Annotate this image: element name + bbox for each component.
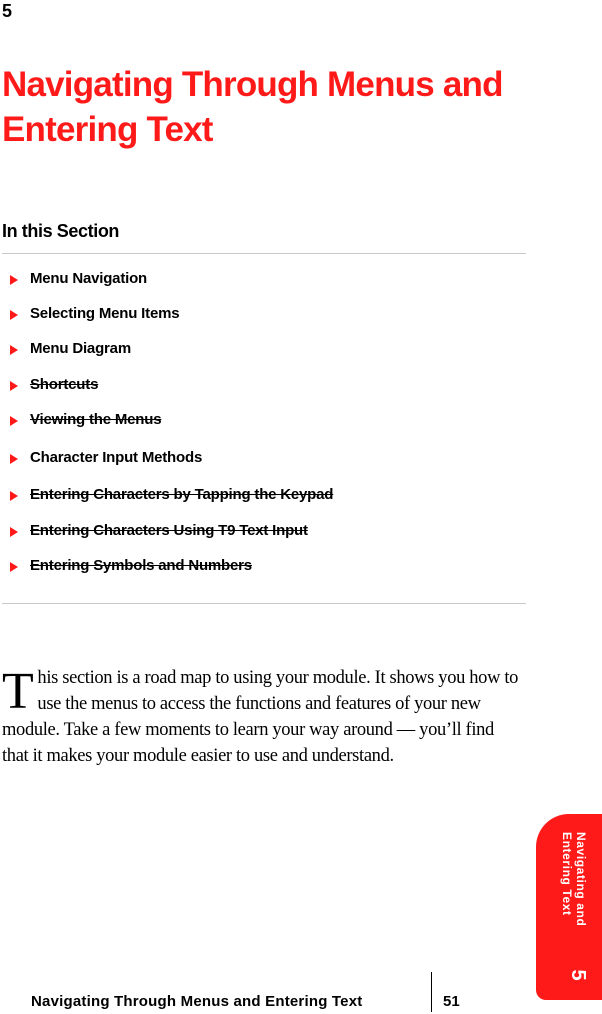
bullet-arrow-icon bbox=[10, 527, 18, 537]
toc-item-selecting-menu-items[interactable] bbox=[10, 304, 179, 324]
side-tab-label-line-2: Entering Text bbox=[560, 832, 574, 916]
toc-item-shortcuts[interactable] bbox=[10, 375, 98, 395]
toc-item-label: Entering Symbols and Numbers bbox=[30, 557, 252, 574]
toc-item-entering-characters-keypad[interactable] bbox=[10, 485, 333, 505]
toc-item-entering-characters-t9[interactable] bbox=[10, 521, 308, 541]
page-title-line-2: Entering Text bbox=[2, 110, 213, 149]
section-top-divider bbox=[2, 253, 526, 254]
toc-item-menu-navigation[interactable] bbox=[10, 269, 147, 289]
chapter-number: 5 bbox=[2, 1, 13, 21]
toc-item-label: Character Input Methods bbox=[30, 449, 203, 466]
section-heading: In this Section bbox=[2, 221, 120, 241]
page-title-line-1: Navigating Through Menus and bbox=[2, 65, 503, 104]
toc-item-viewing-the-menus[interactable] bbox=[10, 410, 161, 430]
drop-cap: T bbox=[2, 663, 34, 720]
side-tab-chapter-number: 5 bbox=[567, 969, 589, 981]
intro-paragraph-text: his section is a road map to using your module. It shows you how to use the menus to access the functions and features of your new module. Take a few moments to learn your way around — you’ll find that it makes your module easier to use and understand. bbox=[2, 668, 519, 766]
toc-item-label: Entering Characters by Tapping the Keypad bbox=[30, 486, 334, 503]
footer-divider bbox=[431, 972, 432, 1012]
bullet-arrow-icon bbox=[10, 345, 18, 355]
bullet-arrow-icon bbox=[10, 562, 18, 572]
toc-item-entering-symbols-numbers[interactable] bbox=[10, 556, 252, 576]
bullet-arrow-icon bbox=[10, 275, 18, 285]
footer-chapter-title: Navigating Through Menus and Entering Text bbox=[31, 993, 363, 1010]
bullet-arrow-icon bbox=[10, 491, 18, 501]
toc-item-label: Entering Characters Using T9 Text Input bbox=[30, 522, 308, 539]
bullet-arrow-icon bbox=[10, 416, 18, 426]
toc-item-character-input-methods[interactable] bbox=[10, 448, 202, 468]
bullet-arrow-icon bbox=[10, 381, 18, 391]
toc-item-menu-diagram[interactable] bbox=[10, 339, 131, 359]
toc-item-label: Menu Diagram bbox=[30, 340, 131, 357]
toc-item-label: Shortcuts bbox=[30, 376, 99, 393]
side-tab-label-line-1: Navigating and bbox=[574, 832, 588, 927]
section-bottom-divider bbox=[2, 603, 526, 604]
side-tab-label bbox=[548, 832, 588, 942]
toc-item-label: Viewing the Menus bbox=[30, 411, 162, 428]
bullet-arrow-icon bbox=[10, 310, 18, 320]
bullet-arrow-icon bbox=[10, 454, 18, 464]
page-number: 51 bbox=[443, 993, 460, 1010]
page-title bbox=[2, 62, 562, 152]
intro-paragraph bbox=[2, 665, 522, 769]
toc-item-label: Selecting Menu Items bbox=[30, 305, 180, 322]
toc-item-label: Menu Navigation bbox=[30, 270, 148, 287]
